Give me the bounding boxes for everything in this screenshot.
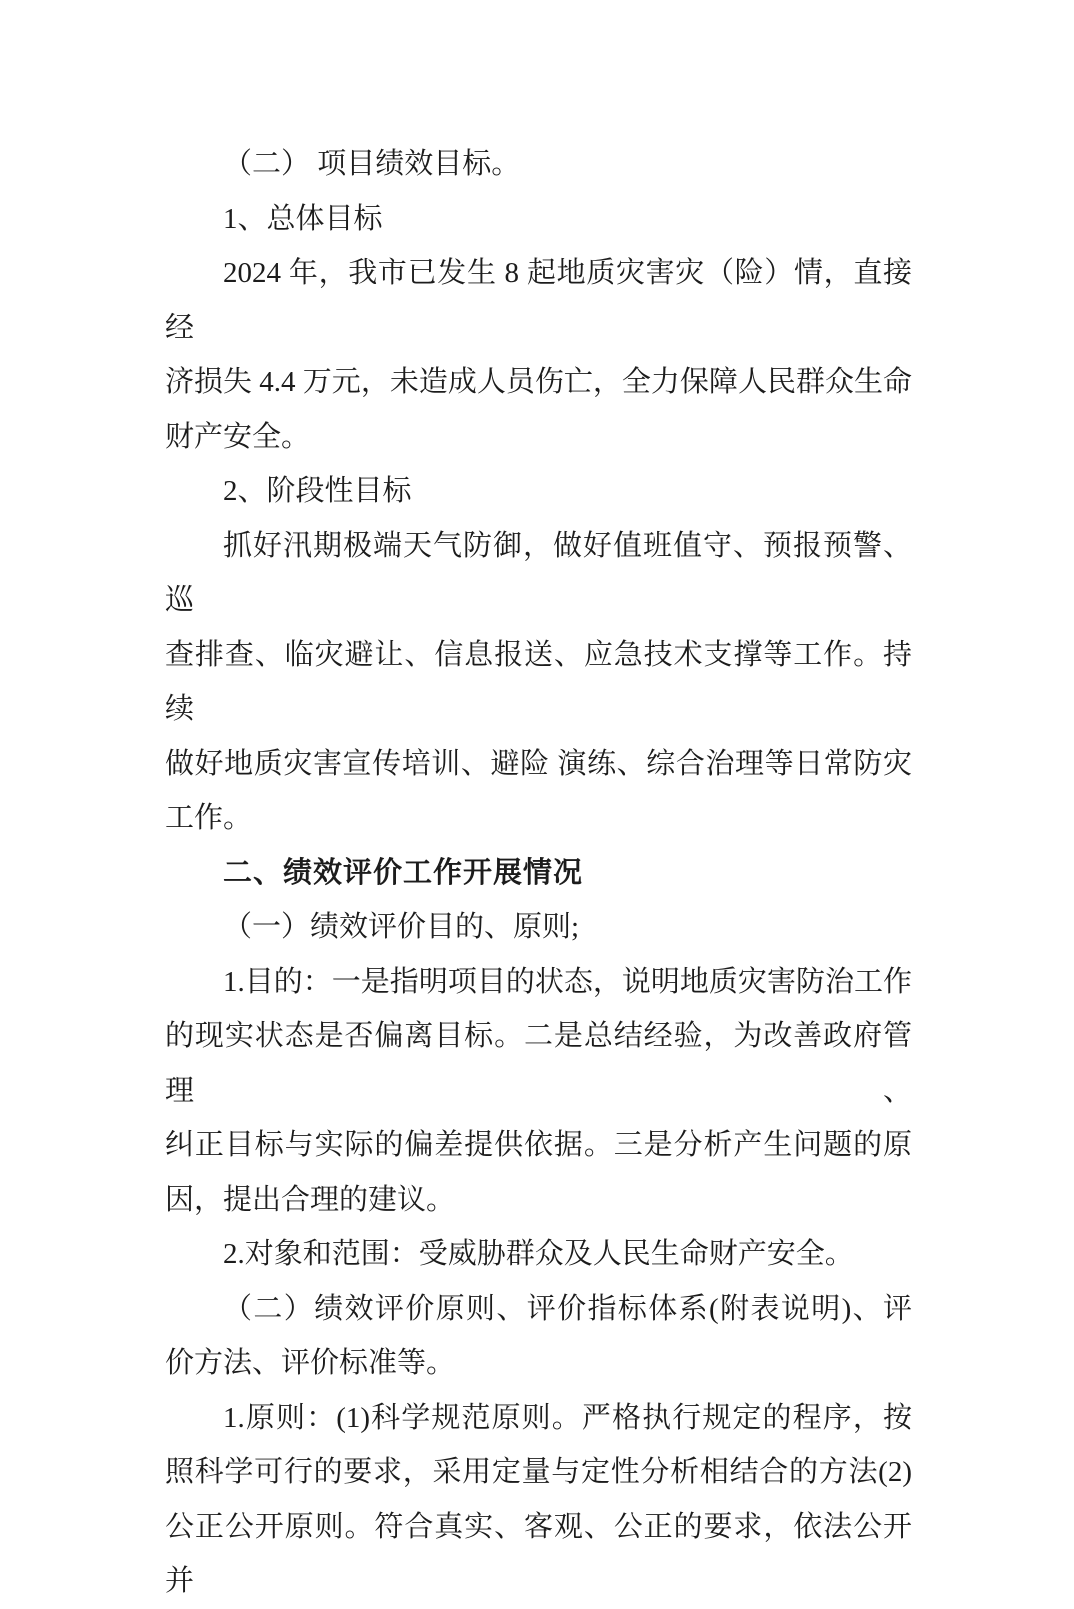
text-line: 二、绩效评价工作开展情况 xyxy=(223,856,584,889)
text-line: 纠正目标与实际的偏差提供依据。三是分析产生问题的原 xyxy=(165,1129,912,1161)
paragraph xyxy=(165,1282,912,1391)
paragraph xyxy=(165,137,912,192)
text-line: 2.对象和范围：受威胁群众及人民生命财产安全。 xyxy=(223,1238,854,1270)
text-line: （一）绩效评价目的、原则; xyxy=(223,911,580,943)
text-line: 1、总体目标 xyxy=(223,202,383,235)
paragraph xyxy=(165,1391,912,1609)
text-line: （二） 项目绩效目标。 xyxy=(223,148,521,180)
text-line: 照科学可行的要求，采用定量与定性分析相结合的方法(2) xyxy=(165,1456,912,1488)
text-line: 1.目的：一是指明项目的状态，说明地质灾害防治工作 xyxy=(223,965,912,998)
text-line: 的现实状态是否偏离目标。二是总结经验，为改善政府管理、 xyxy=(165,1020,912,1107)
paragraph xyxy=(165,1227,912,1282)
document-body xyxy=(165,137,912,1609)
paragraph xyxy=(165,464,912,519)
paragraph xyxy=(165,519,912,846)
text-line: 1.原则：(1)科学规范原则。严格执行规定的程序，按 xyxy=(223,1401,912,1434)
text-line: 抓好汛期极端天气防御，做好值班值守、预报预警、巡 xyxy=(165,529,912,616)
paragraph xyxy=(165,955,912,1228)
text-line: 财产安全。 xyxy=(165,420,311,453)
text-line: 公正公开原则。符合真实、客观、公正的要求，依法公开并 xyxy=(165,1510,912,1597)
text-line: 因，提出合理的建议。 xyxy=(165,1183,456,1216)
paragraph xyxy=(165,192,912,247)
text-line: 做好地质灾害宣传培训、避险 演练、综合治理等日常防灾 xyxy=(165,747,912,780)
text-line: 价方法、评价标准等。 xyxy=(165,1347,456,1379)
section-heading xyxy=(165,846,912,901)
text-line: 2、阶段性目标 xyxy=(223,475,412,507)
text-line: （二）绩效评价原则、评价指标体系(附表说明)、评 xyxy=(223,1292,912,1325)
paragraph xyxy=(165,246,912,464)
text-line: 济损失 4.4 万元，未造成人员伤亡，全力保障人民群众生命 xyxy=(165,366,912,398)
text-line: 2024 年，我市已发生 8 起地质灾害灾（险）情，直接经 xyxy=(165,257,912,344)
text-line: 查排查、临灾避让、信息报送、应急技术支撑等工作。持续 xyxy=(165,638,912,725)
text-line: 工作。 xyxy=(165,802,253,834)
paragraph xyxy=(165,900,912,955)
